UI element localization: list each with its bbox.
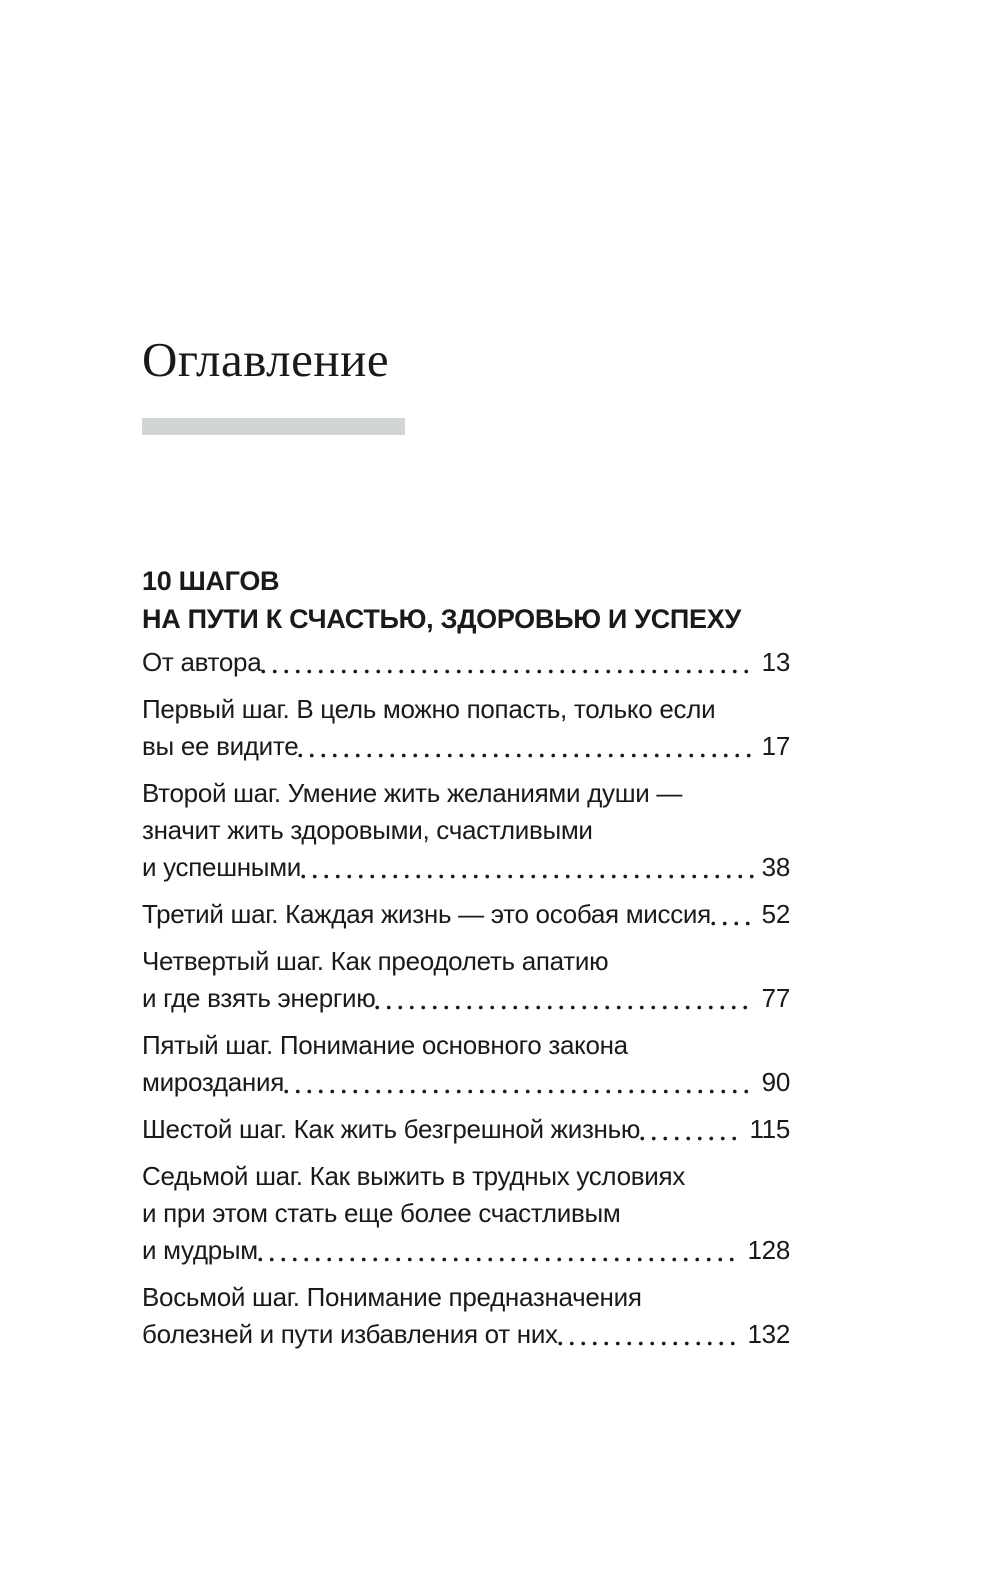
dot-leader — [558, 1316, 741, 1353]
section-header — [142, 562, 790, 638]
toc-entry-text: и где взять энергию — [142, 983, 376, 1013]
toc-entry-text: Третий шаг. Каждая жизнь — это особая миссия — [142, 899, 711, 929]
toc-content-column — [142, 0, 790, 1363]
toc-entry-line — [142, 1064, 790, 1101]
toc-entry-line — [142, 1232, 790, 1269]
page-number: 52 — [761, 899, 790, 929]
toc-entry — [142, 1279, 790, 1353]
dot-leader — [375, 980, 754, 1017]
toc-entry-line — [142, 775, 790, 812]
toc-entry-text: мироздания — [142, 1067, 284, 1097]
toc-entry — [142, 943, 790, 1017]
toc-entry-line — [142, 812, 790, 849]
toc-entry-text: Восьмой шаг. Понимание предназначения — [142, 1282, 642, 1312]
toc-entry-line — [142, 1279, 790, 1316]
title-rule — [142, 418, 405, 435]
toc-entry — [142, 644, 790, 681]
toc-entry-text: Четвертый шаг. Как преодолеть апатию — [142, 946, 609, 976]
toc-entry-text: Шестой шаг. Как жить безгрешной жизнью — [142, 1114, 641, 1144]
toc-entry — [142, 691, 790, 765]
toc-entry-text: и успешными — [142, 852, 301, 882]
page-number: 115 — [749, 1114, 790, 1144]
toc-entry-line — [142, 943, 790, 980]
page-number: 90 — [761, 1067, 790, 1097]
toc-entry — [142, 1027, 790, 1101]
toc-entry — [142, 1158, 790, 1269]
page-number: 38 — [761, 852, 790, 882]
toc-entry-text: От автора — [142, 647, 262, 677]
dot-leader — [261, 644, 754, 681]
toc-entry-text: значит жить здоровыми, счастливыми — [142, 815, 593, 845]
section-header-line-1: 10 ШАГОВ — [142, 566, 280, 596]
page-number: 13 — [761, 647, 790, 677]
toc-entry — [142, 896, 790, 933]
toc-entry-text: болезней и пути избавления от них — [142, 1319, 558, 1349]
toc-entry-text: вы ее видите — [142, 731, 299, 761]
toc-entry-line — [142, 896, 790, 933]
toc-entry-text: Второй шаг. Умение жить желаниями души — — [142, 778, 683, 808]
toc-entry-line — [142, 1158, 790, 1195]
dot-leader — [711, 896, 755, 933]
toc-entry-line — [142, 849, 790, 886]
toc-entry-text: Седьмой шаг. Как выжить в трудных условиях — [142, 1161, 685, 1191]
toc-entry-line — [142, 644, 790, 681]
dot-leader — [640, 1111, 742, 1148]
toc-entry-text: Пятый шаг. Понимание основного закона — [142, 1030, 628, 1060]
toc-entry-line — [142, 980, 790, 1017]
toc-entry — [142, 1111, 790, 1148]
dot-leader — [258, 1232, 741, 1269]
dot-leader — [298, 728, 754, 765]
toc-entry-text: и при этом стать еще более счастливым — [142, 1198, 621, 1228]
toc-entry-text: и мудрым — [142, 1235, 258, 1265]
toc-entry-line — [142, 1111, 790, 1148]
toc-entry-line — [142, 1027, 790, 1064]
toc-entry-line — [142, 728, 790, 765]
dot-leader — [284, 1064, 755, 1101]
toc-entry-line — [142, 691, 790, 728]
toc-entry — [142, 775, 790, 886]
page-number: 17 — [761, 731, 790, 761]
toc-entry-line — [142, 1316, 790, 1353]
toc-list — [142, 644, 790, 1353]
page-number: 132 — [747, 1319, 790, 1349]
page-number: 128 — [747, 1235, 790, 1265]
page-title: Оглавление — [142, 332, 390, 387]
toc-entry-line — [142, 1195, 790, 1232]
page-number: 77 — [761, 983, 790, 1013]
toc-entry-text: Первый шаг. В цель можно попасть, только если — [142, 694, 716, 724]
dot-leader — [301, 849, 755, 886]
section-header-line-2: НА ПУТИ К СЧАСТЬЮ, ЗДОРОВЬЮ И УСПЕХУ — [142, 604, 741, 634]
